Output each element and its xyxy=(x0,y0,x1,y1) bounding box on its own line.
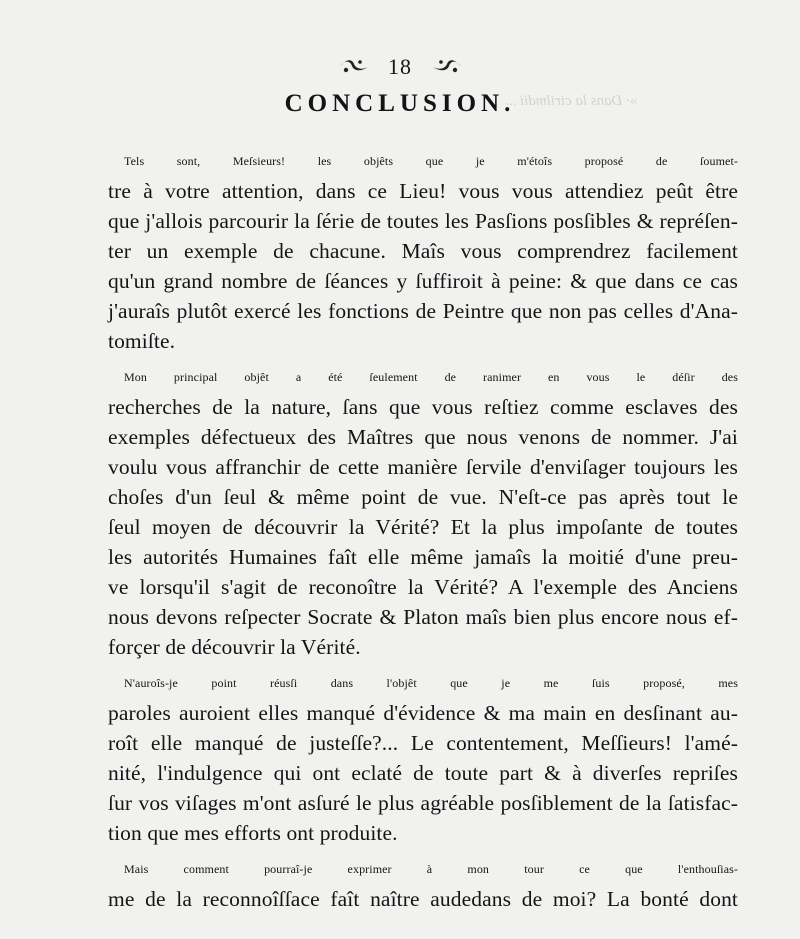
page-header xyxy=(0,52,800,80)
text-line: nité, l'indulgence qui ont eclaté de toute part & à diverſes repriſes xyxy=(108,761,738,785)
text-line: ſur vos viſages m'ont asſuré le plus agréable posſiblement de la ſatisfac- xyxy=(108,791,738,815)
body-text xyxy=(108,146,738,914)
text-line: tre à votre attention, dans ce Lieu! vous vous attendiez peût être xyxy=(108,179,738,203)
text-line: Mon principal objêt a été ſeulement de ranimer en vous le déſir des xyxy=(124,370,738,384)
left-fleuron-icon xyxy=(338,58,370,76)
text-line: roît elle manqué de justeſſe?... Le contentement, Meſſieurs! l'amé- xyxy=(108,731,738,755)
text-line: recherches de la nature, ſans que vous reſtiez comme esclaves des xyxy=(108,395,738,419)
paragraph xyxy=(108,362,738,662)
text-line: j'auraîs plutôt exercé les fonctions de Peintre que non pas celles d'Ana- xyxy=(108,299,738,323)
text-line: voulu vous affranchir de cette manière ſervile d'enviſager toujours les xyxy=(108,455,738,479)
text-line: qu'un grand nombre de ſéances y ſuffiroit à peine: & que dans ce cas xyxy=(108,269,738,293)
text-line: ter un exemple de chacune. Maîs vous comprendrez facilement xyxy=(108,239,738,263)
right-fleuron-icon xyxy=(431,58,463,76)
text-line: ve lorsqu'il s'agit de reconoître la Vérité? A l'exemple des Anciens xyxy=(108,575,738,599)
paragraph xyxy=(108,854,738,914)
text-line: paroles auroient elles manqué d'évidence & ma main en desſinant au- xyxy=(108,701,738,725)
text-line: Tels sont, Meſsieurs! les objêts que je m'étoîs proposé de ſoumet- xyxy=(124,154,738,168)
text-line: Mais comment pourraî-je exprimer à mon tour ce que l'enthouſias- xyxy=(124,862,738,876)
text-line: choſes d'un ſeul & même point de vue. N'eſt-ce pas après tout le xyxy=(108,485,738,509)
show-through-text: »· Dans la cirilmdii ... xyxy=(505,93,638,109)
text-line: tomiſte. xyxy=(108,329,176,353)
text-line: forçer de découvrir la Vérité. xyxy=(108,635,361,659)
text-line: exemples défectueux des Maîtres que nous venons de nommer. J'ai xyxy=(108,425,738,449)
text-line: nous devons reſpecter Socrate & Platon maîs bien plus encore nous ef- xyxy=(108,605,738,629)
text-line: N'auroîs-je point réusſi dans l'objêt que je me ſuis proposé, mes xyxy=(124,676,738,690)
text-line: les autorités Humaines faît elle même jamaîs la moitié d'une preu- xyxy=(108,545,738,569)
text-line: que j'allois parcourir la ſérie de toutes les Pasſions posſibles & repréſen- xyxy=(108,209,738,233)
paragraph xyxy=(108,146,738,356)
text-line: me de la reconnoîſſace faît naître audedans de moi? La bonté dont xyxy=(108,887,738,911)
paragraph xyxy=(108,668,738,848)
text-line: ſeul moyen de découvrir la Vérité? Et la plus impoſante de toutes xyxy=(108,515,738,539)
text-line: tion que mes efforts ont produite. xyxy=(108,821,398,845)
page-number: 18 xyxy=(388,53,412,79)
chapter-title: CONCLUSION. xyxy=(284,90,516,117)
